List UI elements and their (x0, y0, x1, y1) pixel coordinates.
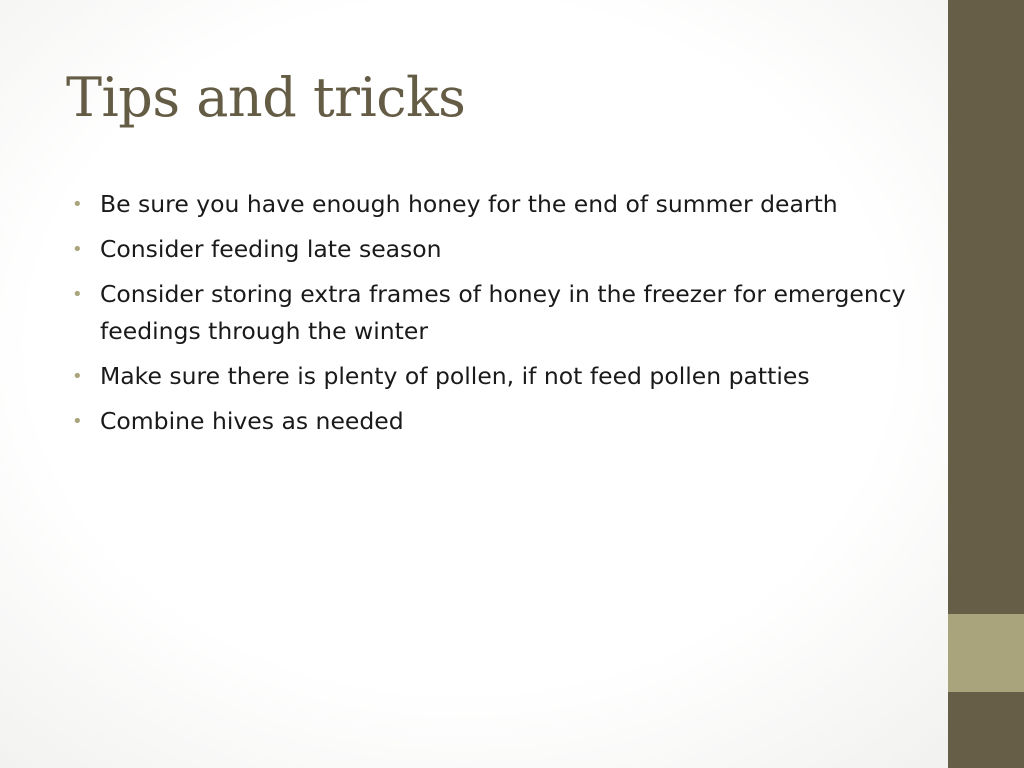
bullet-marker-icon: • (72, 366, 83, 387)
bullet-marker-icon: • (72, 411, 83, 432)
slide-title: Tips and tricks (66, 66, 466, 129)
side-bar-dark-bottom (948, 692, 1024, 768)
bullet-item (72, 231, 918, 268)
bullet-list (72, 186, 918, 448)
bullet-item (72, 403, 918, 440)
bullet-text: Make sure there is plenty of pollen, if not feed pollen patties (100, 362, 810, 390)
bullet-text: Be sure you have enough honey for the end of summer dearth (100, 190, 838, 218)
bullet-item (72, 186, 918, 223)
bullet-marker-icon: • (72, 194, 83, 215)
side-bar-dark-top (948, 0, 1024, 614)
bullet-text: Combine hives as needed (100, 407, 404, 435)
side-bar-accent-block (948, 614, 1024, 692)
bullet-text: Consider feeding late season (100, 235, 442, 263)
bullet-text: Consider storing extra frames of honey in the freezer for emergency feedings through the winter (100, 280, 906, 345)
bullet-item (72, 358, 918, 395)
decorative-side-bar (948, 0, 1024, 768)
bullet-marker-icon: • (72, 239, 83, 260)
bullet-item (72, 276, 918, 350)
bullet-marker-icon: • (72, 284, 83, 305)
